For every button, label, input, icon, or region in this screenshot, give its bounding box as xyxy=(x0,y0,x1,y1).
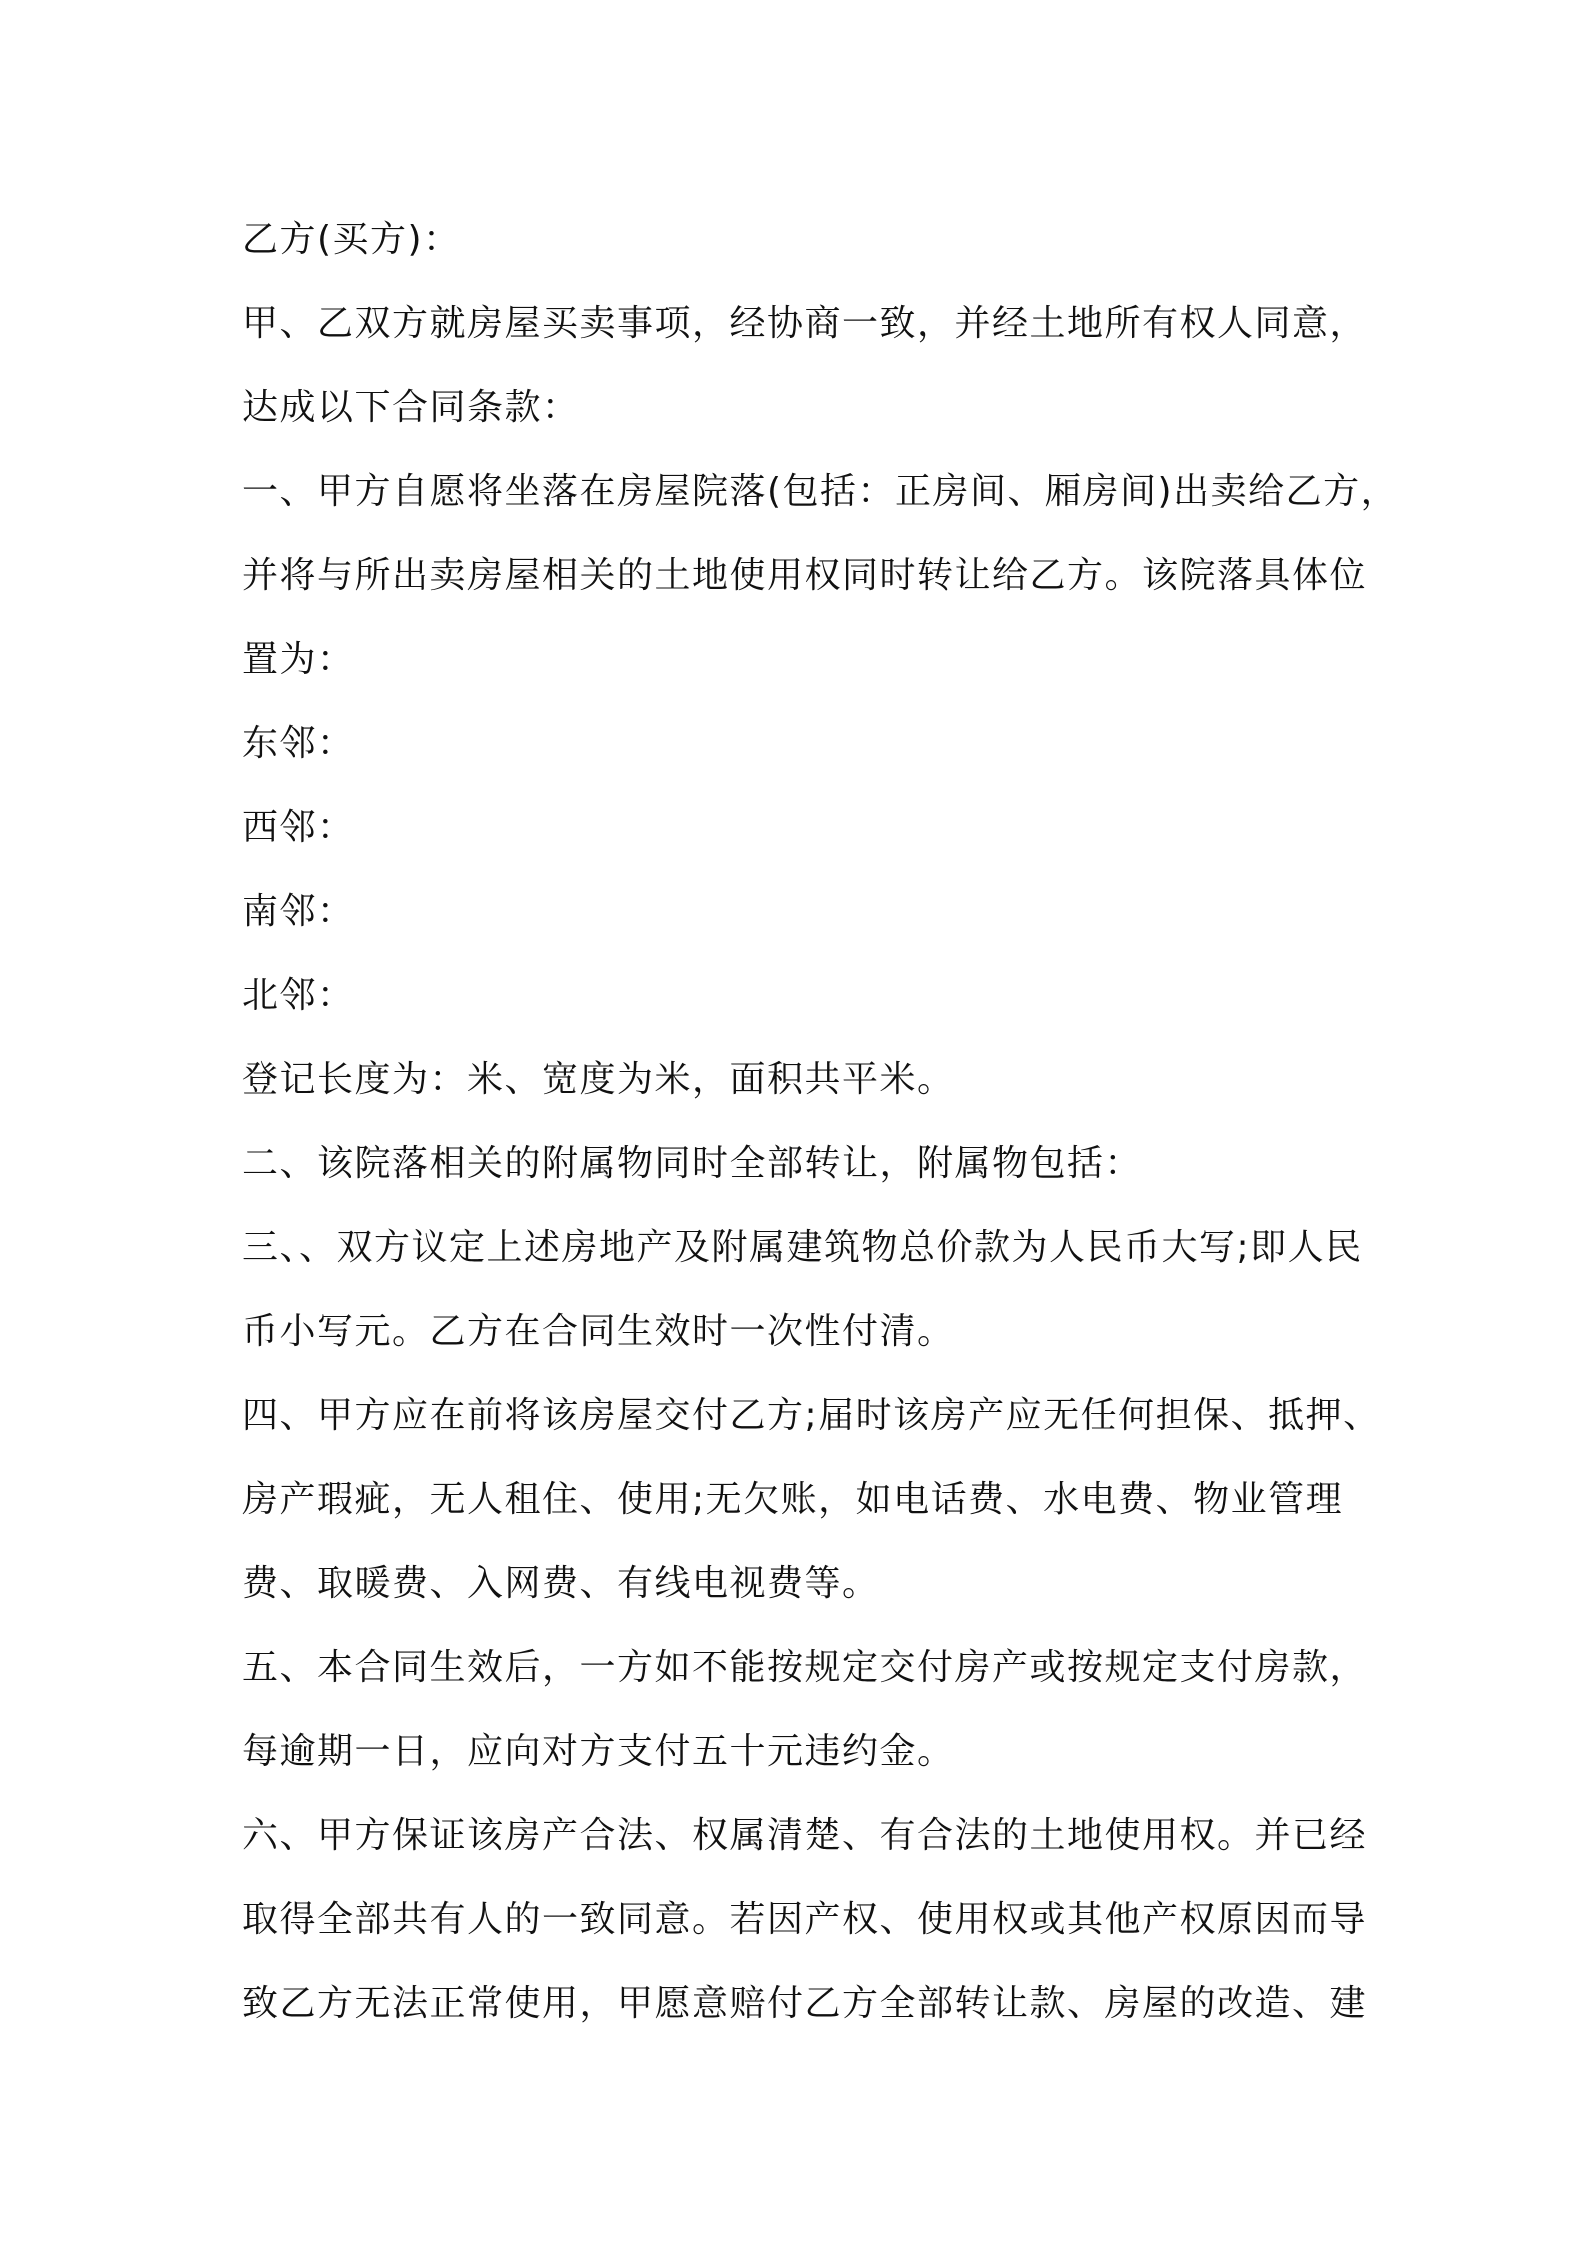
south-neighbor-line: 南邻： xyxy=(242,891,355,932)
clause-4-line: 四、甲方应在前将该房屋交付乙方;届时该房产应无任何担保、抵押、 xyxy=(242,1395,1381,1436)
east-neighbor-line: 东邻： xyxy=(242,723,355,764)
west-neighbor-line: 西邻： xyxy=(242,807,355,848)
text-line: 甲、乙双方就房屋买卖事项，经协商一致，并经土地所有权人同意， xyxy=(242,303,1368,344)
clause-6-line: 六、甲方保证该房产合法、权属清楚、有合法的土地使用权。并已经 xyxy=(242,1815,1368,1856)
text-line: 并将与所出卖房屋相关的土地使用权同时转让给乙方。该院落具体位 xyxy=(242,555,1368,596)
text-line: 房产瑕疵，无人租住、使用;无欠账，如电话费、水电费、物业管理 xyxy=(242,1479,1344,1520)
text-line: 取得全部共有人的一致同意。若因产权、使用权或其他产权原因而导 xyxy=(242,1899,1368,1940)
contract-body xyxy=(242,198,1399,2046)
clause-3-line: 三、、双方议定上述房地产及附属建筑物总价款为人民币大写;即人民 xyxy=(242,1227,1363,1268)
text-line: 每逾期一日，应向对方支付五十元违约金。 xyxy=(242,1731,955,1772)
north-neighbor-line: 北邻： xyxy=(242,975,355,1016)
text-line: 币小写元。乙方在合同生效时一次性付清。 xyxy=(242,1311,955,1352)
clause-1-line: 一、甲方自愿将坐落在房屋院落(包括：正房间、厢房间)出卖给乙方， xyxy=(242,471,1399,512)
text-line: 达成以下合同条款： xyxy=(242,387,580,428)
buyer-line: 乙方(买方)： xyxy=(242,219,461,260)
dimensions-line: 登记长度为：米、宽度为米，面积共平米。 xyxy=(242,1059,955,1100)
text-line: 致乙方无法正常使用，甲愿意赔付乙方全部转让款、房屋的改造、建 xyxy=(242,1983,1368,2024)
clause-2-line: 二、该院落相关的附属物同时全部转让，附属物包括： xyxy=(242,1143,1143,1184)
text-line: 置为： xyxy=(242,639,355,680)
text-line: 费、取暖费、入网费、有线电视费等。 xyxy=(242,1563,880,1604)
clause-5-line: 五、本合同生效后，一方如不能按规定交付房产或按规定支付房款， xyxy=(242,1647,1368,1688)
